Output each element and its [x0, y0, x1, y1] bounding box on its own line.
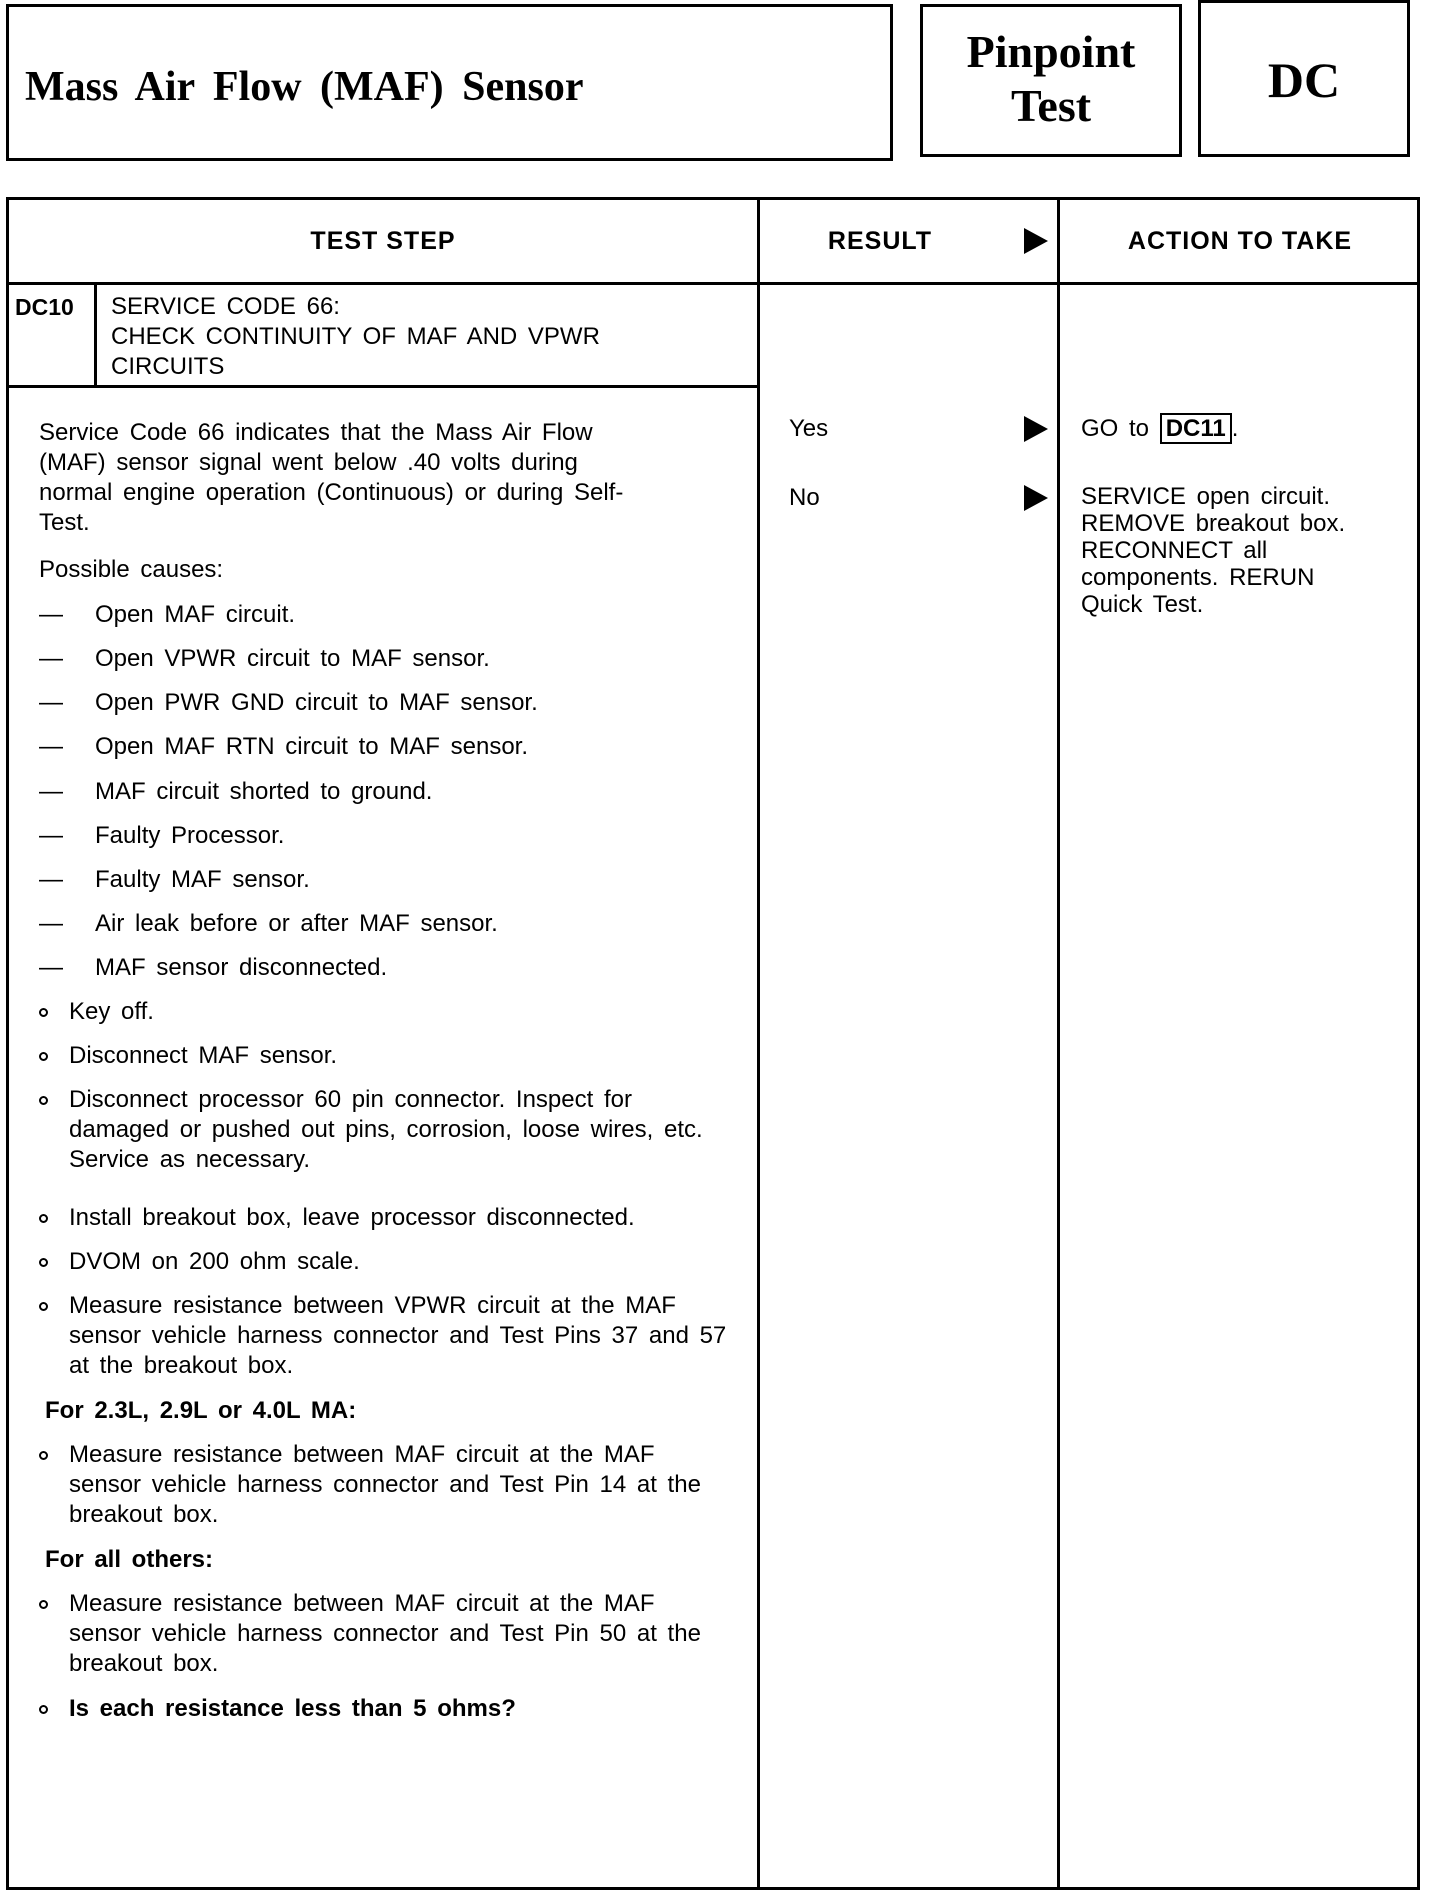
step-title-divider — [9, 385, 757, 388]
procedure-step — [39, 1247, 739, 1277]
cause-text: Faulty Processor. — [95, 822, 285, 849]
column-divider — [1057, 200, 1060, 1887]
action-text: . — [1231, 415, 1239, 442]
step-text: DVOM on 200 ohm scale. — [69, 1248, 360, 1275]
step-text: Install breakout box, leave processor disconnected. — [69, 1204, 635, 1231]
cause-text: Open MAF RTN circuit to MAF sensor. — [95, 733, 528, 760]
test-type-label — [923, 25, 1179, 133]
question — [39, 1694, 739, 1724]
dash: — — [39, 645, 63, 672]
action-text: GO to — [1081, 415, 1150, 442]
header-test-step: TEST STEP — [310, 226, 456, 255]
page-title: Mass Air Flow (MAF) Sensor — [25, 64, 584, 110]
step-text: Measure resistance between MAF circuit at the MAF sensor vehicle harness connector and Test Pin 14 at the breakout box. — [69, 1441, 701, 1528]
bullet-icon — [39, 1451, 48, 1460]
step-title — [111, 292, 600, 382]
bullet-icon — [39, 1258, 48, 1267]
description-line: (MAF) sensor signal went below .40 volts during — [39, 449, 578, 476]
step-title-line: CIRCUITS — [111, 353, 225, 380]
cause-text: MAF sensor disconnected. — [95, 954, 388, 981]
bullet-icon — [39, 1214, 48, 1223]
column-divider — [757, 200, 760, 1887]
description-line: Test. — [39, 509, 90, 536]
cause-text: Air leak before or after MAF sensor. — [95, 910, 498, 937]
action-line: RECONNECT all — [1081, 537, 1268, 564]
dash: — — [39, 601, 63, 628]
action-no — [1081, 483, 1345, 618]
test-table — [6, 197, 1420, 1890]
step-title-line: SERVICE CODE 66: — [111, 293, 340, 320]
arrow-icon — [1024, 416, 1048, 442]
bullet-icon — [39, 1705, 48, 1714]
cause-text: Faulty MAF sensor. — [95, 866, 310, 893]
action-line: SERVICE open circuit. — [1081, 483, 1330, 510]
procedure-step — [39, 997, 739, 1027]
step-text: Disconnect processor 60 pin connector. Inspect for damaged or pushed out pins, corrosion, loose wires, etc. Service as necessary. — [69, 1086, 703, 1173]
cause-text: MAF circuit shorted to ground. — [95, 778, 433, 805]
description-line: normal engine operation (Continuous) or during Self- — [39, 479, 624, 506]
step-text: Key off. — [69, 998, 154, 1025]
arrow-icon — [1024, 485, 1048, 511]
dash: — — [39, 866, 63, 893]
step-text: Disconnect MAF sensor. — [69, 1042, 338, 1069]
arrow-icon — [1024, 228, 1048, 254]
step-text: Measure resistance between VPWR circuit at the MAF sensor vehicle harness connector and Test Pins 37 and 57 at the breakout box. — [69, 1292, 727, 1379]
test-type-line1: Pinpoint — [966, 26, 1136, 77]
dash: — — [39, 778, 63, 805]
action-yes — [1081, 414, 1238, 444]
dash: — — [39, 689, 63, 716]
bullet-icon — [39, 1096, 48, 1105]
bullet-icon — [39, 1302, 48, 1311]
variant-label: For all others: — [45, 1546, 214, 1573]
step-description — [39, 418, 623, 538]
action-line: Quick Test. — [1081, 591, 1204, 618]
result-yes: Yes — [789, 415, 829, 442]
variant-label: For 2.3L, 2.9L or 4.0L MA: — [45, 1397, 357, 1424]
bullet-icon — [39, 1008, 48, 1017]
step-id-divider — [94, 282, 97, 386]
description-line: Service Code 66 indicates that the Mass Air Flow — [39, 419, 593, 446]
dash: — — [39, 910, 63, 937]
action-line: components. RERUN — [1081, 564, 1315, 591]
dash: — — [39, 733, 63, 760]
procedure-step — [39, 1589, 729, 1679]
header-result: RESULT — [827, 226, 933, 255]
test-code: DC — [1267, 52, 1341, 108]
procedure-step — [39, 1203, 759, 1233]
dash: — — [39, 954, 63, 981]
bullet-icon — [39, 1600, 48, 1609]
cause-text: Open PWR GND circuit to MAF sensor. — [95, 689, 538, 716]
procedure-step — [39, 1440, 729, 1530]
step-id: DC10 — [15, 294, 74, 320]
procedure-step — [39, 1291, 729, 1381]
header-action: ACTION TO TAKE — [1127, 226, 1353, 255]
header-divider — [9, 282, 1417, 285]
dash: — — [39, 822, 63, 849]
procedure-step — [39, 1085, 729, 1175]
result-no: No — [789, 484, 820, 511]
step-text: Measure resistance between MAF circuit at the MAF sensor vehicle harness connector and Test Pin 50 at the breakout box. — [69, 1590, 701, 1677]
code-box — [1198, 0, 1410, 157]
action-line: REMOVE breakout box. — [1081, 510, 1346, 537]
procedure-step — [39, 1041, 739, 1071]
cause-text: Open MAF circuit. — [95, 601, 296, 628]
step-title-line: CHECK CONTINUITY OF MAF AND VPWR — [111, 323, 600, 350]
test-type-line2: Test — [1010, 80, 1092, 131]
test-type-box — [920, 4, 1182, 157]
bullet-icon — [39, 1052, 48, 1061]
title-box — [6, 4, 893, 161]
step-reference-link[interactable]: DC11 — [1160, 413, 1232, 444]
causes-label: Possible causes: — [39, 556, 224, 583]
cause-text: Open VPWR circuit to MAF sensor. — [95, 645, 490, 672]
question-text: Is each resistance less than 5 ohms? — [69, 1695, 516, 1722]
